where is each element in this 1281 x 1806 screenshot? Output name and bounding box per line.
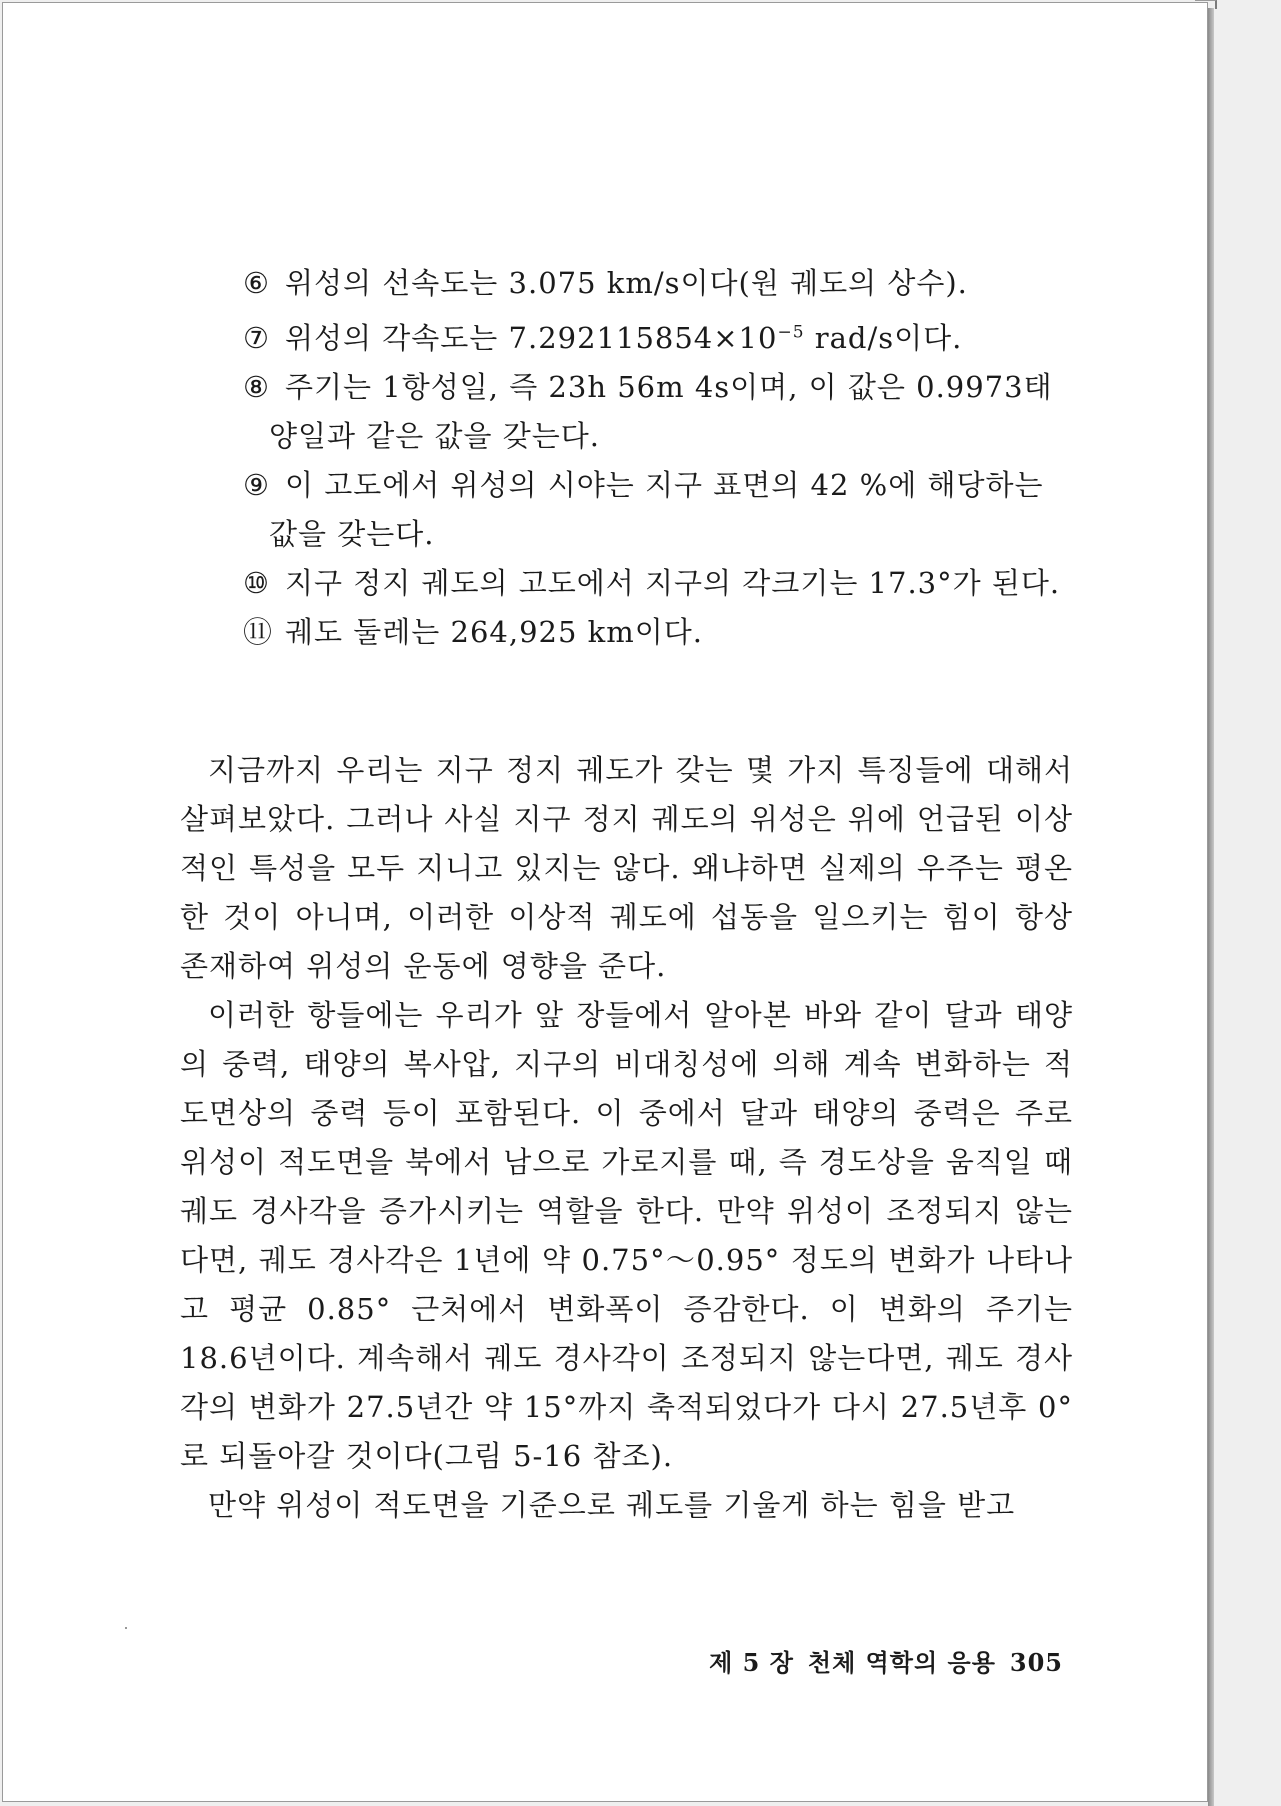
- paragraph: 만약 위성이 적도면을 기준으로 궤도를 기울게 하는 힘을 받고: [208, 1488, 1016, 1522]
- list-item: [243, 308, 1073, 363]
- page-number: 305: [1009, 1648, 1063, 1677]
- list-item: [243, 363, 1073, 461]
- item-text: 이 고도에서 위성의 시야는 지구 표면의 42 %에 해당하는 값을 갖는다.: [269, 467, 1044, 551]
- paragraph: 이러한 항들에는 우리가 앞 장들에서 알아본 바와 같이 달과 태양의 중력, 태양의 복사압, 지구의 비대칭성에 의해 계속 변화하는 적도면상의 중력 등이 포함된다. 이 중에서 달과 태양의 중력은 주로 위성이 적도면을 북에서 남으로 가로지를 때, 즉 경도상을 움직일 때 궤도 경사각을 증가시키는 역할을 한다. 만약 위성이 조정되지 않는다면, 궤도 경사각은 1년에 약 0.75°～0.95° 정도의 변화가 나타나고 평균 0.85° 근처에서 변화폭이 증감한다. 이 변화의 주기는 18.6년이다. 계속해서 궤도 경사각이 조정되지 않는다면, 궤도 경사각의 변화가 27.5년간 약 15°까지 축적되었다가 다시 27.5년후 0°로 되돌아갈 것이다(그림 5-16 참조).: [180, 998, 1073, 1473]
- item-number: ⑨: [243, 467, 270, 502]
- page-footer: [633, 1643, 1063, 1678]
- item-text: 위성의 선속도는 3.075 km/s이다(원 궤도의 상수).: [285, 266, 968, 300]
- list-item: [243, 461, 1073, 559]
- item-number: ⑥: [243, 266, 270, 300]
- list-item: [243, 608, 1073, 657]
- list-item: [243, 259, 1073, 308]
- footer-title: 천체 역학의 응용: [807, 1648, 996, 1677]
- item-text: 궤도 둘레는 264,925 km이다.: [285, 614, 703, 649]
- item-text: 지구 정지 궤도의 고도에서 지구의 각크기는 17.3°가 된다.: [285, 565, 1061, 600]
- list-item: [243, 559, 1073, 608]
- paragraph: 지금까지 우리는 지구 정지 궤도가 갖는 몇 가지 특징들에 대해서 살펴보았다. 그러나 사실 지구 정지 궤도의 위성은 위에 언급된 이상적인 특성을 모두 지니고 있지는 않다. 왜냐하면 실제의 우주는 평온한 것이 아니며, 이러한 이상적 궤도에 섭동을 일으키는 힘이 항상 존재하여 위성의 운동에 영향을 준다.: [180, 753, 1073, 983]
- book-page: [2, 2, 1208, 1802]
- item-number: ⑩: [243, 565, 270, 600]
- item-number: ⑧: [243, 369, 270, 404]
- page-shadow: [1208, 8, 1214, 1806]
- item-text: 주기는 1항성일, 즉 23h 56m 4s이며, 이 값은 0.9973태양일과 같은 값을 갖는다.: [269, 369, 1053, 453]
- item-number: ⑪: [243, 614, 274, 649]
- item-text: [285, 321, 962, 355]
- item-text-before: 위성의 각속도는 7.292115854×10: [285, 320, 778, 355]
- numbered-list: [243, 259, 1073, 657]
- exponent: −5: [777, 322, 805, 342]
- scan-speck: [125, 1627, 127, 1629]
- body-text: [180, 746, 1073, 1530]
- item-text-after: rad/s이다.: [804, 320, 963, 355]
- footer-chapter: 제 5 장: [709, 1648, 794, 1677]
- item-number: ⑦: [243, 320, 270, 355]
